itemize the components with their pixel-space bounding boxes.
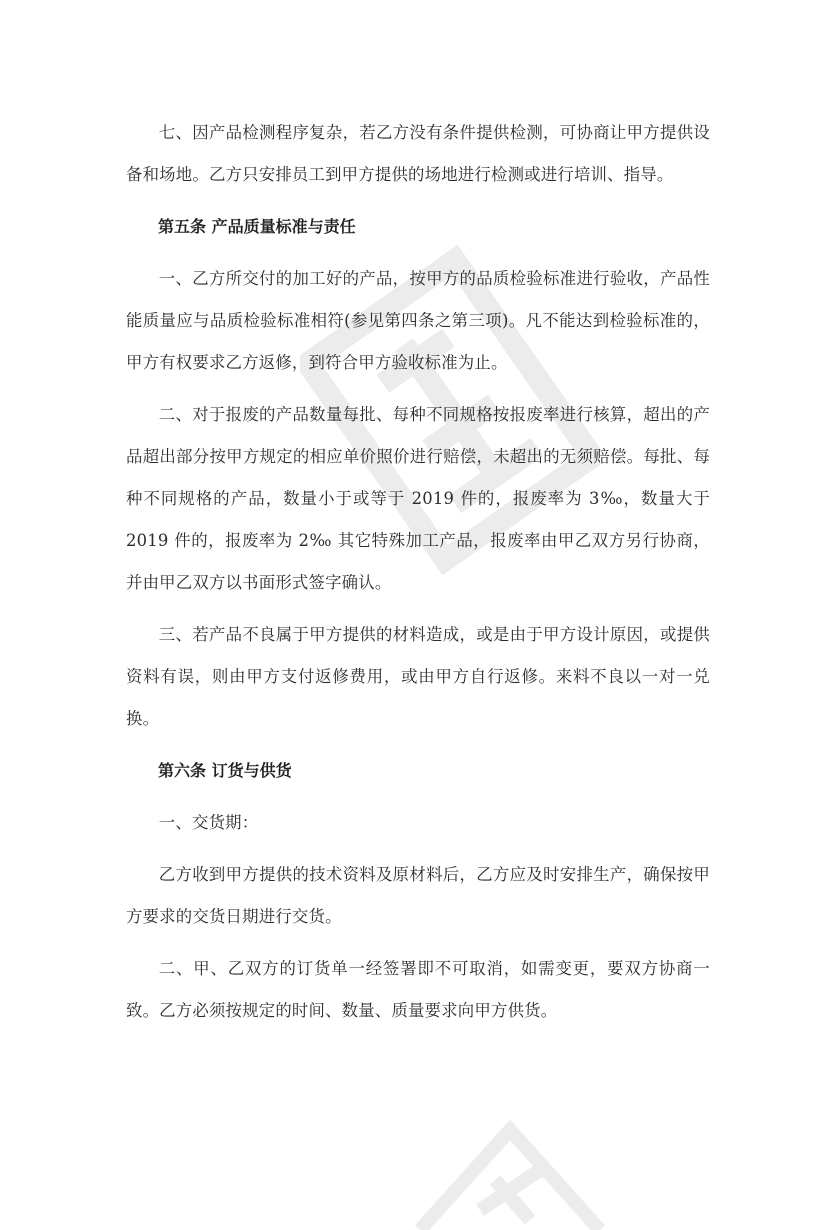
watermark-icon	[400, 1110, 620, 1230]
paragraph-7: 七、因产品检测程序复杂，若乙方没有条件提供检测，可协商让甲方提供设备和场地。乙方只安排员工到甲方提供的场地进行检测或进行培训、指导。	[126, 123, 710, 184]
paragraph-order: 二、甲、乙双方的订货单一经签署即不可取消，如需变更，要双方协商一致。乙方必须按规定的时间、数量、质量要求向甲方供货。	[126, 959, 710, 1020]
paragraph-quality-2: 二、对于报废的产品数量每批、每种不同规格按报废率进行核算，超出的产品超出部分按甲方规定的相应单价照价进行赔偿，未超出的无须赔偿。每批、每种不同规格的产品，数量小于或等于 2019 件的，报废率为 3‰，数量大于 2019 件的，报废率为 2‰ 其它特殊加工产品，报废率由甲乙双方另行协商，并由甲乙双方以书面形式签字确认。	[126, 405, 710, 592]
paragraph-quality-3: 三、若产品不良属于甲方提供的材料造成，或是由于甲方设计原因，或提供资料有误，则由甲方支付返修费用，或由甲方自行返修。来料不良以一对一兑换。	[126, 625, 710, 728]
heading-article-6: 第六条 订货与供货	[158, 761, 292, 780]
paragraph-quality-1: 一、乙方所交付的加工好的产品，按甲方的品质检验标准进行验收，产品性能质量应与品质检验标准相符(参见第四条之第三项)。凡不能达到检验标准的，甲方有权要求乙方返修，到符合甲方验收标准为止。	[126, 269, 710, 372]
paragraph-delivery-title: 一、交货期：	[158, 813, 259, 832]
heading-article-5: 第五条 产品质量标准与责任	[158, 217, 356, 236]
paragraph-delivery-body: 乙方收到甲方提供的技术资料及原材料后，乙方应及时安排生产，确保按甲方要求的交货日期进行交货。	[126, 865, 710, 926]
document-page	[126, 112, 710, 1042]
